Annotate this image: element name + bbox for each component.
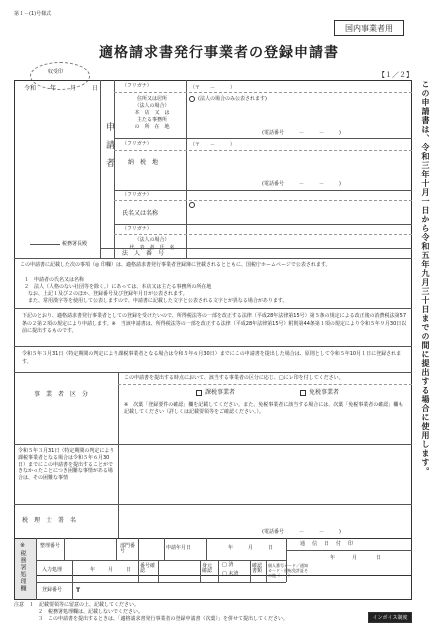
declaration: 下記のとおり、適格請求書発行事業者としての登録を受けたいので、所得税法等の一部を改正する法律（平成28年法律第15号）第５条の規定による改正後の消費税法第57条の２第２項の規定により申請します。※ 当該申請書は、所得税法等の一部を改正する法律（平成28年法律第15号）附則第44条第１項の規定により令和５年９月30日以前に提出するものです。 (22, 313, 407, 334)
name-label: 氏名又は名称 (122, 210, 159, 217)
office-label: ※税務署処理欄 (19, 542, 26, 592)
address-note: (法人の場合のみ公表されます) (198, 96, 267, 102)
note-3: ３ この申請書を提出するときは、「適格請求書発行事業者の登録申請書（次葉）」を併せて提出してください。 (38, 616, 289, 622)
form-number: 第１－(1)号様式 (14, 11, 52, 17)
form-title: 適格請求書発行事業者の登録申請書 (99, 45, 339, 61)
furigana-taxplace: （フリガナ） (122, 141, 152, 147)
input-year: 年 (90, 567, 96, 573)
input-label: 入力処理 (42, 567, 63, 573)
publication-item-1: １ 申請者の氏名又は名称 (24, 277, 85, 283)
accountant-label: 税 理 士 署 名 (22, 517, 77, 524)
date-month: 月 (70, 85, 77, 92)
date-year: 年 (50, 85, 57, 92)
division-label: 事 業 者 区 分 (34, 391, 89, 398)
notice-day: 日 (376, 555, 382, 561)
done-label[interactable]: □ 済 (222, 562, 234, 568)
domestic-badge: 国内事業者用 (334, 20, 404, 36)
address-field[interactable] (198, 106, 398, 124)
dept-label: 部門番号 (120, 543, 136, 554)
phone-address: (電話番号 － － ) (262, 130, 341, 136)
exempt-checkbox[interactable] (300, 390, 306, 396)
accountant-field[interactable] (122, 508, 406, 528)
furigana-address: （フリガナ） (122, 83, 152, 89)
office-year: 年 (228, 545, 234, 551)
input-month: 月 (108, 567, 114, 573)
pending-label[interactable]: □ 未済 (222, 571, 239, 577)
division-instruction: この申請書を提出する時点において、該当する事業者の区分に応じ、□にレ印を付してください。 (124, 375, 344, 381)
tax-place-label: 納 税 地 (128, 159, 159, 166)
taxable-label: 課税事業者 (205, 389, 236, 396)
num-confirm-label: 番号確認 (140, 563, 156, 574)
reg-no-label: 登録番号 (42, 587, 63, 593)
exempt-label: 免税事業者 (309, 389, 340, 396)
name-field[interactable] (198, 204, 398, 222)
side-note: この申請書は、令和三年十月一日から令和五年九月三十日までの間に提出する場合に使用します。 (421, 80, 430, 476)
date-day: 日 (92, 85, 99, 92)
publish-mark-icon (189, 96, 195, 102)
corp-number-field[interactable] (186, 248, 412, 258)
input-day: 日 (126, 567, 132, 573)
phone-accountant: (電話番号 － － ) (262, 529, 341, 535)
corp-no-label: 法 人 番 号 (122, 250, 165, 257)
rep-field[interactable] (192, 236, 392, 248)
notice-year: 年 (330, 555, 336, 561)
note-2: ２ 税務署処理欄は、記載しないでください。 (38, 609, 144, 615)
address-label: 住所又は居所 （法人の場合） 本 店 又 は 主たる事務所 の 所 在 地 (134, 96, 170, 130)
publication-item-4: また、常用漢字等を使用して公表しますので、申請書に記載した文字と公表される文字とが異なる場合があります。 (28, 298, 288, 304)
publication-item-3: なお、上記１及び２のほか、登録番号及び登録年月日が公表されます。 (28, 291, 188, 297)
furigana-rep: （フリガナ） (122, 226, 152, 232)
deadline-note: 令和５年３月31日（特定期間の判定により課税事業者となる場合は令和５年６月30日）までにこの申請書を提出した場合は、原則として令和５年10月１日に登録されます。 (22, 351, 402, 365)
publish-mark-icon (189, 202, 195, 208)
ref-label: 整理番号 (40, 543, 61, 549)
rep-label: （法人の場合） 代 表 者 氏 名 (129, 237, 175, 251)
notice-label: 通 信 日 付 印 (300, 541, 355, 547)
specified-period-note: 令和５年３月31日（特定期間の判定により課税事業者となる場合は令和５年６月30日）までにこの申請書を提出することができなかったことにつき困難な事情がある場合は、その困難な事情 (18, 448, 115, 482)
division-note: ※ 次葉「登録要件の確認」欄を記載してください。また、免税事業者に該当する場合には、次葉「免税事業者の確認」欄も記載してください（詳しくは記載要領等をご確認ください。）。 (124, 402, 404, 415)
publication-item-2: ２ 法人（人格のない社団等を除く。）にあっては、本店又は主たる事務所の所在地 (24, 284, 212, 290)
tax-place-field[interactable] (192, 154, 392, 174)
office-month: 月 (248, 545, 254, 551)
invoice-badge: インボイス制度 (368, 612, 412, 623)
reg-prefix: T (76, 587, 81, 594)
furigana-name: （フリガナ） (122, 192, 152, 198)
phone-taxplace: (電話番号 － － ) (262, 181, 341, 187)
doc-confirm-label: 確認書類 (252, 563, 263, 574)
hardship-field[interactable] (122, 448, 406, 500)
taxable-checkbox[interactable] (196, 390, 202, 396)
postal-mark: （〒 － ） (190, 85, 236, 91)
publication-note: この申請書に記載した次の事項（◎ 印欄）は、適格請求書発行事業者登録簿に登載されるとともに、国税庁ホームページで公表されます。 (20, 262, 331, 268)
office-day: 日 (268, 545, 274, 551)
apply-date-label: 申請年月日 (166, 545, 192, 551)
note-1: 注意 １ 記載要領等に留意の上、記載してください。 (14, 602, 140, 608)
receipt-stamp-label: 収受印 (48, 69, 64, 75)
page-indicator: 【１／２】 (378, 71, 413, 79)
date-era: 令和 (24, 85, 37, 92)
tax-office-label: 税務署長殿 (62, 241, 88, 247)
doc-options: 個人番号カード／通知カード・運転免許証その他（ ） (268, 563, 308, 578)
id-confirm-label: 身元確認 (202, 563, 213, 574)
registration-number-field (86, 584, 286, 598)
notice-month: 月 (352, 555, 358, 561)
applicant-label: 申 請 者 (104, 122, 114, 167)
postal-mark-2: （〒 － ） (190, 142, 236, 148)
